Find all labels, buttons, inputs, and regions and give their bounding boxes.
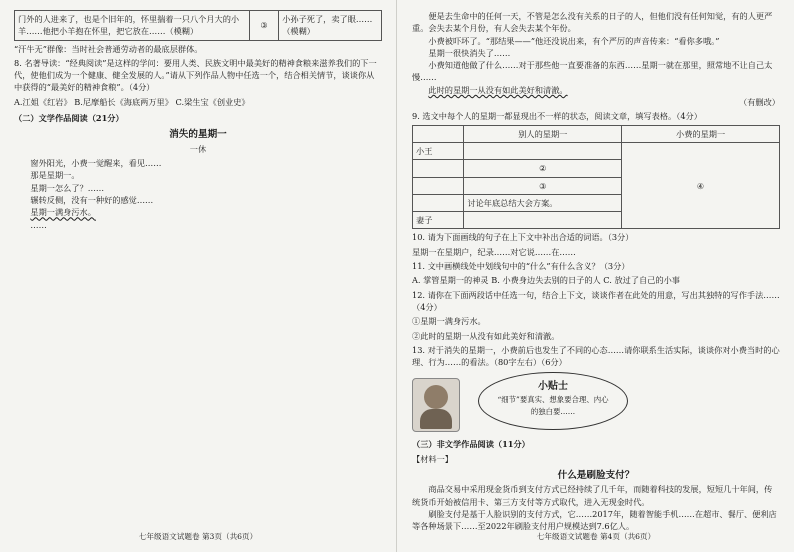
right-top-text: 便是去生命中的任何一天，不管是怎么没有关系的日子的人，但他们没有任何知觉，有的人更严重。会失去某个月份，有人会失去某个年份。	[412, 11, 773, 34]
story-title: 消失的星期一	[169, 129, 227, 141]
question-11-options: A. 掌管星期一的神灵 B. 小费身边失去别的日子的人 C. 放过了自己的小事	[412, 275, 680, 286]
story-author: 一休	[189, 143, 207, 154]
table-row-value: ②	[464, 160, 622, 177]
question-8-options: A.江姐《红岩》 B.尼摩船长《海底两万里》 C.梁生宝《创业史》	[14, 96, 250, 107]
table-head-xiaofei: 小费的星期一	[622, 125, 780, 142]
table-row-value: ③	[464, 177, 622, 194]
story-paragraph: 窗外阳光，小费一觉醒来，看见……	[30, 158, 162, 169]
table-row-name: 妻子	[413, 212, 464, 229]
question-12-a: ①星期一满身污水。	[412, 316, 486, 327]
question-10-quote: 星期一在星期户，纪录……对它说……在……	[412, 246, 576, 257]
article-paragraph: 刷脸支付是基于人脸识别的支付方式，它……2017年，随着智能手机……在超市、餐厅、便利店等各种场景下……至2022年刷脸支付用户规模达到7.6亿人。	[412, 509, 777, 532]
tip-body: “细节”要真实、想象要合理、内心的独白要……	[497, 395, 609, 416]
table-circle-number: ③	[249, 11, 278, 41]
section-two-title: （二）文学作品阅读（21分）	[14, 113, 124, 124]
tip-title: 小贴士	[538, 381, 568, 393]
question-9: 9. 选文中每个人的星期一都显现出不一样的状态，阅读文章，填写表格。（4分）	[412, 111, 702, 122]
table-answer-cell: 小孙子死了，卖了眼……（模糊）	[279, 11, 382, 41]
story-paragraph: 辗转反侧，没有一种好的感觉……	[30, 194, 154, 205]
tip-box	[412, 372, 780, 434]
page-footer-right: 七年级语文试题卷 第4页（共6页）	[536, 531, 656, 541]
question-9-table	[412, 125, 780, 230]
table-row-value: 讨论年底总结大会方案。	[464, 194, 622, 211]
article-paragraph: 商品交易中采用现金货币到支付方式已经持续了几千年，而随着科技的发展，短短几十年间，传统货币开始被信用卡、第三方支付等方式取代，进入无现金时代。	[412, 484, 773, 507]
left-page	[14, 10, 382, 542]
table-row-value	[464, 142, 622, 159]
article-title: 什么是刷脸支付？	[557, 470, 635, 482]
page-footer-left: 七年级语文试题卷 第3页（共6页）	[138, 531, 258, 541]
story-paragraph: 那是星期一。	[30, 170, 80, 181]
right-line: 小费知道他做了什么……对于那些他一直要准备的东西……星期一就在那里，照常地不让自己太慢……	[412, 60, 773, 83]
table-row-name: 小王	[413, 142, 464, 159]
story-paragraph: ……	[30, 219, 47, 230]
tip-bubble	[478, 372, 628, 430]
table-head-others: 别人的星期一	[464, 125, 622, 142]
table-text-cell: 门外的人进来了，也是个旧年的，怀里揣着一只八个月大的小羊……他把小羊抱在怀里，把它放在……（模糊）	[15, 11, 250, 41]
table-merged-cell: ④	[622, 142, 780, 228]
source-note: （有删改）	[739, 97, 780, 108]
right-page	[412, 10, 780, 542]
question-12: 12. 请你在下面两段话中任选一句，结合上下文，谈谈作者在此处的用意，写出其独特的写作手法……（4分）	[412, 289, 780, 312]
question-10: 10. 请为下面画线的句子在上下文中补出合适的词语。（3分）	[412, 232, 634, 243]
material-one-label: 【材料一】	[412, 453, 453, 464]
table-row-name	[413, 160, 464, 177]
question-13: 13. 对于消失的星期一，小费前后也发生了不同的心态……请你联系生活实际，谈谈你对小费当时的心理、行为……的看法。（80字左右）（6分）	[412, 344, 780, 368]
footer-note: “汗牛无”群像：当时社会普通劳动者的最底层群体。	[14, 43, 203, 54]
table-row-name	[413, 177, 464, 194]
right-line-underlined: 此时的星期一从没有如此美好和清澈。	[428, 84, 568, 95]
right-line: 小费被吓坏了。“那结果——”他还没说出来，有个严厉的声音传来：“看你多哦。”	[428, 35, 720, 46]
table-row-value	[464, 212, 622, 229]
question-8: 8. 名著导读：“经典阅读”是这样的学问：要用人类、民族文明中最美好的精神食粮来滋养我们的下一代，使他们成为一个健康、健全发展的人。”请从下列作品人物中任选一个，结合相关情节，谈谈你从中获得的“最美好的精神食粮”。（4分）	[14, 57, 377, 93]
table-row-name	[413, 194, 464, 211]
underlined-sentence: 星期一满身污水。	[30, 207, 96, 218]
right-line: 星期一很快消失了……	[428, 47, 511, 58]
story-paragraph: 星期一怎么了？……	[30, 182, 105, 193]
question-11: 11. 文中画横线处中划线句中的“什么”有什么含义？（3分）	[412, 261, 630, 272]
page-fold	[396, 0, 397, 552]
reading-table-top	[14, 10, 382, 41]
student-illustration	[412, 378, 460, 432]
section-three-title: （三）非文学作品阅读（11分）	[412, 439, 530, 450]
question-12-b: ②此时的星期一从没有如此美好和清澈。	[412, 330, 560, 341]
